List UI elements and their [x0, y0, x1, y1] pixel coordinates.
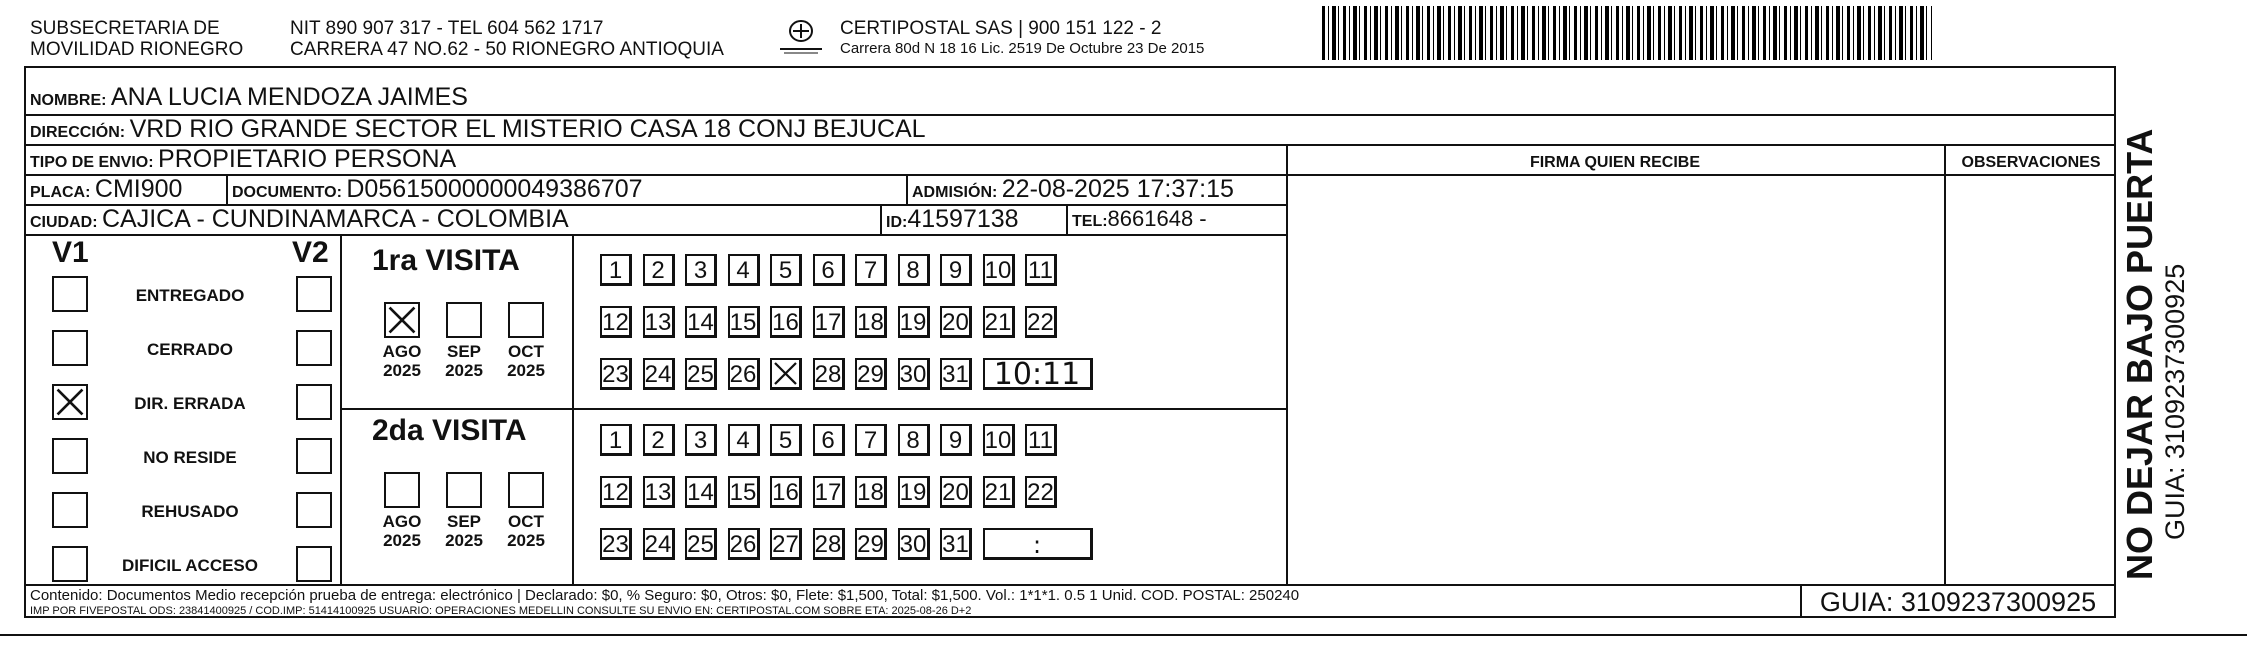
second-visit-title: 2da VISITA — [372, 414, 527, 447]
month-checkbox-sep-second[interactable] — [446, 472, 482, 508]
day-box-first[interactable]: 7 — [855, 254, 887, 286]
day-box-second[interactable]: 28 — [813, 528, 845, 560]
day-box-second[interactable]: 21 — [983, 476, 1015, 508]
visit-time-second[interactable]: : — [983, 528, 1093, 560]
day-box-second[interactable]: 23 — [600, 528, 632, 560]
day-box-second[interactable]: 26 — [728, 528, 760, 560]
day-box-first[interactable]: 20 — [940, 306, 972, 338]
v2-checkbox[interactable] — [296, 276, 332, 312]
day-box-second[interactable]: 22 — [1025, 476, 1057, 508]
day-box-first[interactable]: 18 — [855, 306, 887, 338]
v1-checkbox[interactable] — [52, 384, 88, 420]
day-box-first[interactable]: 26 — [728, 358, 760, 390]
day-box-first[interactable]: 11 — [1025, 254, 1057, 286]
day-box-first[interactable]: 16 — [770, 306, 802, 338]
day-box-second[interactable]: 31 — [940, 528, 972, 560]
day-box-second[interactable]: 10 — [983, 424, 1015, 456]
day-box-second[interactable]: 20 — [940, 476, 972, 508]
day-box-second[interactable]: 13 — [643, 476, 675, 508]
tel-label: TEL: — [1072, 213, 1108, 230]
v1-checkbox[interactable] — [52, 330, 88, 366]
org-line-1: SUBSECRETARIA DE — [30, 18, 220, 39]
id-value: 41597138 — [907, 205, 1019, 233]
barcode — [1322, 6, 1932, 60]
footer-content: Contenido: Documentos Medio recepción prueba de entrega: electrónico | Declarado: $0, % Seguro: $0, Otros: $0, Flete: $1,500, Total: $1,500. Vol.: 1*1*1. 0.5 1 Unid. COD. POSTAL: 250240 — [30, 587, 1300, 604]
documento-value: D05615000000049386707 — [346, 175, 643, 203]
id-field — [886, 206, 1019, 236]
day-box-first[interactable]: 15 — [728, 306, 760, 338]
day-box-first[interactable]: 2 — [643, 254, 675, 286]
v2-header: V2 — [292, 236, 329, 269]
firma-header: FIRMA QUIEN RECIBE — [1529, 154, 1701, 171]
month-label-sep-second: SEP 2025 — [445, 512, 483, 550]
day-box-first[interactable]: 13 — [643, 306, 675, 338]
day-box-second[interactable]: 16 — [770, 476, 802, 508]
status-label-no-reside: NO RESIDE — [143, 448, 237, 467]
day-box-first[interactable]: 4 — [728, 254, 760, 286]
day-box-second[interactable]: 7 — [855, 424, 887, 456]
day-box-second[interactable]: 5 — [770, 424, 802, 456]
day-box-first[interactable]: 31 — [940, 358, 972, 390]
ciudad-value: CAJICA - CUNDINAMARCA - COLOMBIA — [102, 205, 569, 233]
status-label-entregado: ENTREGADO — [135, 286, 245, 305]
documento-label: DOCUMENTO: — [232, 184, 342, 201]
footer-print-info: IMP POR FIVEPOSTAL ODS: 23841400925 / COD.IMP: 51414100925 USUARIO: OPERACIONES MEDELLIN CONSULTE SU ENVIO EN: CERTIPOSTAL.COM SOBRE ETA: 2025-08-26 D+2 — [30, 605, 972, 617]
tipo-row — [30, 146, 456, 176]
no-dejar-warning: NO DEJAR BAJO PUERTA — [2119, 128, 2160, 580]
observaciones-header: OBSERVACIONES — [1961, 154, 2101, 171]
day-box-second[interactable]: 11 — [1025, 424, 1057, 456]
footer-guia: GUIA: 3109237300925 — [1819, 587, 2097, 617]
admision-value: 22-08-2025 17:37:15 — [1001, 175, 1234, 203]
day-box-second[interactable]: 1 — [600, 424, 632, 456]
day-box-second[interactable]: 14 — [685, 476, 717, 508]
day-box-second[interactable]: 3 — [685, 424, 717, 456]
day-box-first[interactable]: 14 — [685, 306, 717, 338]
month-checkbox-ago-first[interactable] — [384, 302, 420, 338]
ciudad-label: CIUDAD: — [30, 214, 98, 231]
day-box-first[interactable]: 1 — [600, 254, 632, 286]
documento-field — [232, 176, 643, 206]
nombre-row — [30, 84, 468, 114]
cut-line — [0, 634, 2247, 636]
day-box-second[interactable]: 25 — [685, 528, 717, 560]
day-box-first[interactable]: 8 — [898, 254, 930, 286]
day-box-first[interactable]: 9 — [940, 254, 972, 286]
day-box-first[interactable]: 25 — [685, 358, 717, 390]
status-label-rehusado: REHUSADO — [141, 502, 239, 521]
status-label-cerrado: CERRADO — [147, 340, 233, 359]
month-label-oct-second: OCT 2025 — [507, 512, 545, 550]
direccion-row — [30, 116, 926, 146]
day-box-second[interactable]: 2 — [643, 424, 675, 456]
day-box-second[interactable]: 24 — [643, 528, 675, 560]
day-box-first[interactable]: 23 — [600, 358, 632, 390]
month-checkbox-sep-first[interactable] — [446, 302, 482, 338]
first-visit-title: 1ra VISITA — [372, 244, 520, 277]
side-guia: GUIA: 3109237300925 — [2160, 263, 2190, 540]
day-box-first[interactable]: 19 — [898, 306, 930, 338]
direccion-value: VRD RIO GRANDE SECTOR EL MISTERIO CASA 18 CONJ BEJUCAL — [129, 115, 926, 143]
id-label: ID: — [886, 214, 908, 231]
courier-address: Carrera 80d N 18 16 Lic. 2519 De Octubre 23 De 2015 — [840, 40, 1205, 57]
v1-header: V1 — [52, 236, 89, 269]
day-box-second[interactable]: 9 — [940, 424, 972, 456]
placa-label: PLACA: — [30, 184, 91, 201]
side-labels — [2120, 129, 2190, 580]
tipo-label: TIPO DE ENVIO: — [30, 154, 154, 171]
v2-checkbox[interactable] — [296, 438, 332, 474]
day-box-second[interactable]: 15 — [728, 476, 760, 508]
status-label-dir-errada: DIR. ERRADA — [134, 394, 246, 413]
month-label-ago-first: AGO 2025 — [382, 342, 422, 380]
month-label-ago-second: AGO 2025 — [382, 512, 422, 550]
placa-value: CMI900 — [94, 175, 183, 203]
day-box-first[interactable]: 12 — [600, 306, 632, 338]
visit-time-first[interactable]: 10:11 — [983, 358, 1093, 390]
day-box-first[interactable]: 28 — [813, 358, 845, 390]
day-box-second[interactable]: 29 — [855, 528, 887, 560]
month-checkbox-ago-second[interactable] — [384, 472, 420, 508]
courier-info — [840, 18, 1204, 59]
admision-field — [912, 176, 1234, 206]
nombre-label: NOMBRE: — [30, 92, 107, 109]
day-box-first[interactable]: 3 — [685, 254, 717, 286]
v2-checkbox[interactable] — [296, 546, 332, 582]
day-box-first[interactable]: 24 — [643, 358, 675, 390]
certipostal-logo — [776, 18, 826, 58]
tel-value: 8661648 - — [1107, 206, 1207, 231]
org-contact — [290, 18, 724, 60]
direccion-label: DIRECCIÓN: — [30, 124, 126, 141]
month-checkbox-oct-first[interactable] — [508, 302, 544, 338]
day-box-second[interactable]: 19 — [898, 476, 930, 508]
day-box-second[interactable]: 6 — [813, 424, 845, 456]
v1-checkbox[interactable] — [52, 492, 88, 528]
tipo-value: PROPIETARIO PERSONA — [158, 145, 457, 173]
v1-checkbox[interactable] — [52, 438, 88, 474]
nit-line: NIT 890 907 317 - TEL 604 562 1717 — [290, 18, 604, 39]
day-box-second[interactable]: 18 — [855, 476, 887, 508]
day-box-first[interactable]: 10 — [983, 254, 1015, 286]
org-name — [30, 18, 243, 60]
month-label-sep-first: SEP 2025 — [445, 342, 483, 380]
day-box-second[interactable]: 17 — [813, 476, 845, 508]
day-box-second[interactable]: 8 — [898, 424, 930, 456]
address-line: CARRERA 47 NO.62 - 50 RIONEGRO ANTIOQUIA — [290, 39, 724, 60]
v2-checkbox[interactable] — [296, 330, 332, 366]
day-box-second[interactable]: 27 — [770, 528, 802, 560]
courier-line: CERTIPOSTAL SAS | 900 151 122 - 2 — [840, 18, 1162, 39]
placa-field — [30, 176, 182, 206]
nombre-value: ANA LUCIA MENDOZA JAIMES — [110, 83, 468, 111]
ciudad-field — [30, 206, 569, 236]
tel-field — [1072, 206, 1207, 235]
month-checkbox-oct-second[interactable] — [508, 472, 544, 508]
admision-label: ADMISIÓN: — [912, 184, 998, 201]
day-box-first[interactable]: 30 — [898, 358, 930, 390]
day-box-first[interactable]: 29 — [855, 358, 887, 390]
day-box-first[interactable]: 6 — [813, 254, 845, 286]
day-box-second[interactable]: 4 — [728, 424, 760, 456]
month-label-oct-first: OCT 2025 — [507, 342, 545, 380]
day-box-second[interactable]: 30 — [898, 528, 930, 560]
v2-checkbox[interactable] — [296, 492, 332, 528]
v1-checkbox[interactable] — [52, 276, 88, 312]
v1-checkbox[interactable] — [52, 546, 88, 582]
day-box-second[interactable]: 12 — [600, 476, 632, 508]
day-box-first[interactable]: 21 — [983, 306, 1015, 338]
day-box-first[interactable]: 22 — [1025, 306, 1057, 338]
org-line-2: MOVILIDAD RIONEGRO — [30, 39, 244, 60]
status-label-dificil-acceso: DIFICIL ACCESO — [121, 556, 258, 575]
day-box-first[interactable]: 17 — [813, 306, 845, 338]
v2-checkbox[interactable] — [296, 384, 332, 420]
day-box-first[interactable]: 5 — [770, 254, 802, 286]
day-box-first[interactable] — [770, 358, 802, 390]
